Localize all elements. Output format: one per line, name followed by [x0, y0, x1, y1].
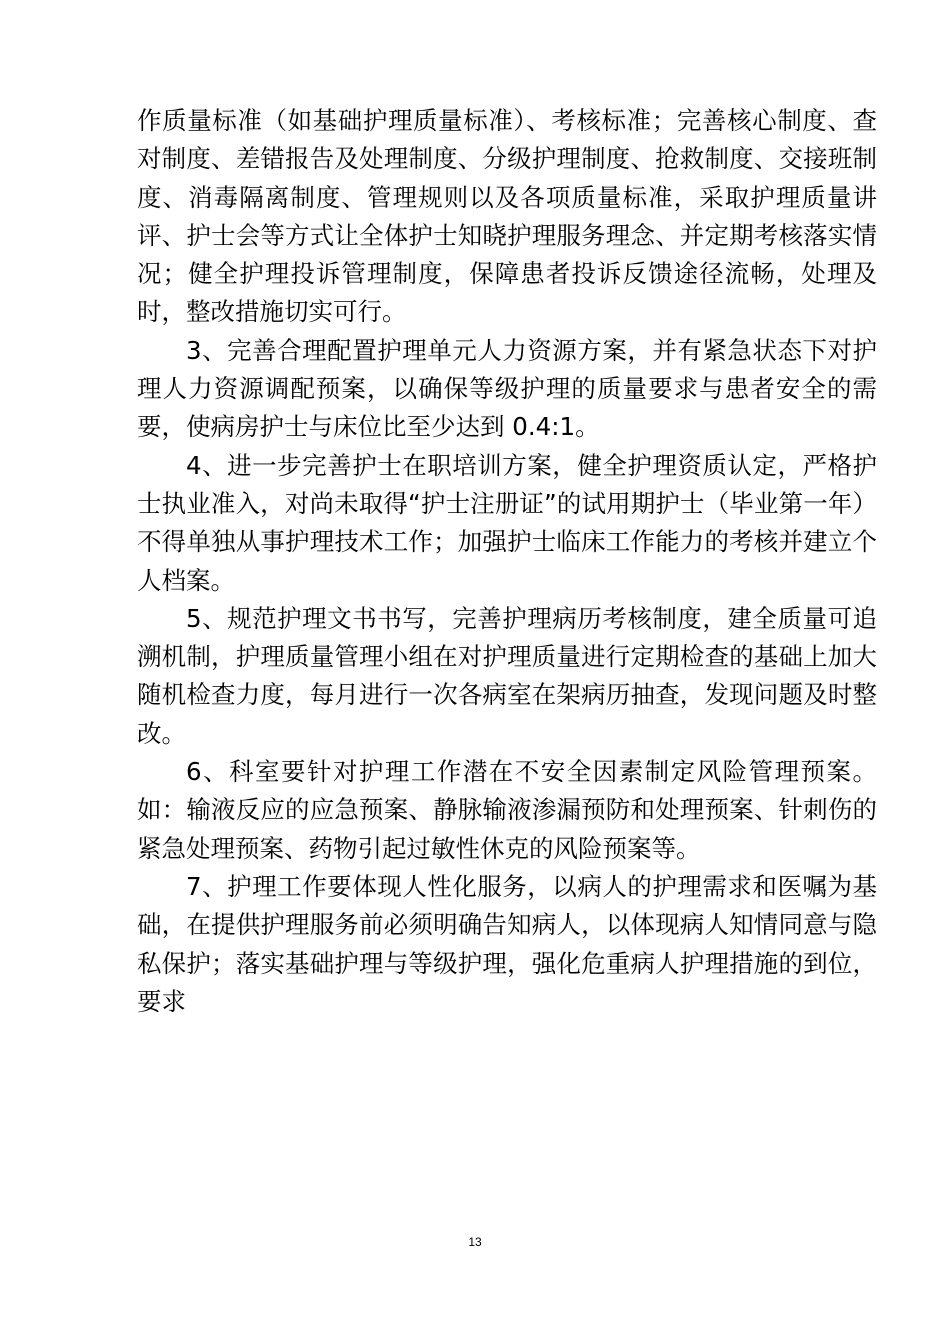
paragraph-item-4: 4、进一步完善护士在职培训方案，健全护理资质认定，严格护士执业准入，对尚未取得“护士注册证”的试用期护士（毕业第一年）不得单独从事护理技术工作；加强护士临床工作能力的考核并建立个人档案。 — [137, 450, 877, 595]
paragraph-item-5: 5、规范护理文书书写，完善护理病历考核制度，建全质量可追溯机制，护理质量管理小组在对护理质量进行定期检查的基础上加大随机检查力度，每月进行一次各病室在架病历抽查，发现问题及时整改。 — [137, 603, 877, 748]
paragraph-item-3: 3、完善合理配置护理单元人力资源方案，并有紧急状态下对护理人力资源调配预案，以确保等级护理的质量要求与患者安全的需要，使病房护士与床位比至少达到 0.4:1。 — [137, 335, 877, 442]
paragraph-item-7: 7、护理工作要体现人性化服务，以病人的护理需求和医嘱为基础，在提供护理服务前必须明确告知病人，以体现病人知情同意与隐私保护；落实基础护理与等级护理，强化危重病人护理措施的到位，要求 — [137, 871, 877, 1016]
paragraph-item-6: 6、科室要针对护理工作潜在不安全因素制定风险管理预案。如：输液反应的应急预案、静脉输液渗漏预防和处理预案、针刺伤的紧急处理预案、药物引起过敏性休克的风险预案等。 — [137, 757, 877, 863]
page-number: 13 — [468, 1235, 482, 1249]
body-text — [137, 102, 877, 1021]
paragraph-continuation: 作质量标准（如基础护理质量标准）、考核标准；完善核心制度、查对制度、差错报告及处理制度、分级护理制度、抢救制度、交接班制度、消毒隔离制度、管理规则以及各项质量标准，采取护理质量讲评、护士会等方式让全体护士知晓护理服务理念、并定期考核落实情况；健全护理投诉管理制度，保障患者投诉反馈途径流畅，处理及时，整改措施切实可行。 — [137, 106, 877, 327]
